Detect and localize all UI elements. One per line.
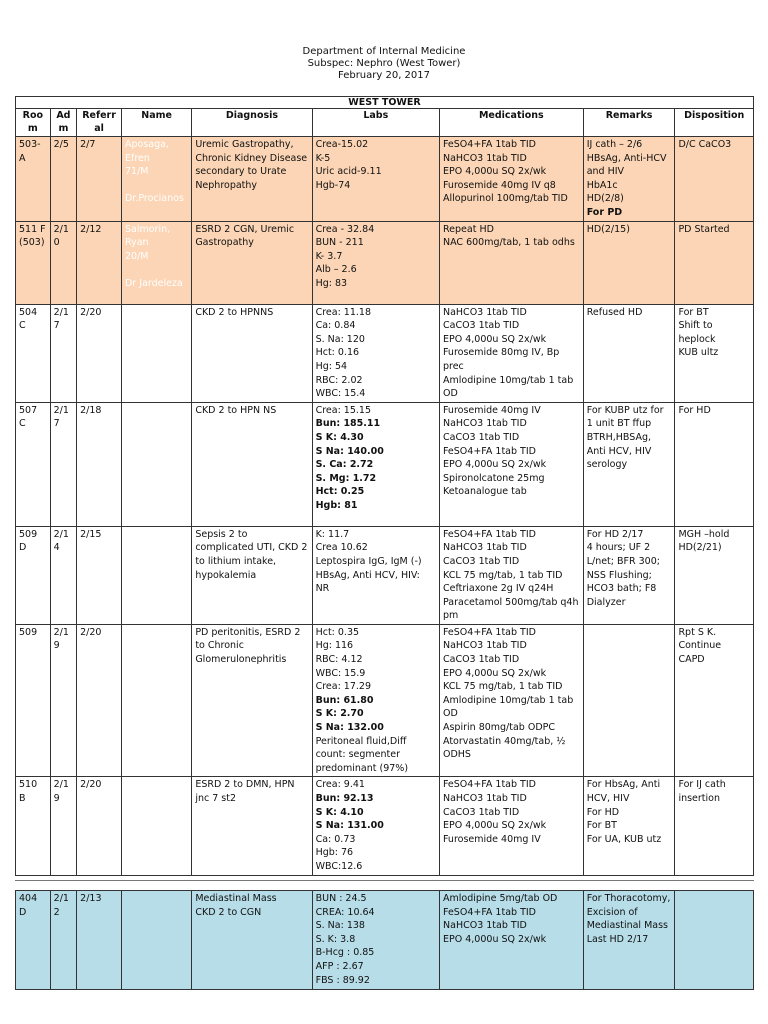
labs-cell-line: Hgb-74: [315, 179, 351, 191]
name-cell-line: 20/M: [124, 250, 149, 262]
medications-cell-line: EPO 4,000u SQ 2x/wk: [443, 933, 547, 945]
medications-cell-line: Spironolcatone 25mg: [442, 472, 545, 484]
col-referral: Referral: [77, 109, 122, 137]
medications-cell: [439, 304, 583, 402]
labs-cell-line: S Na: 140.00: [315, 445, 384, 457]
labs-cell-line: S Na: 132.00: [315, 722, 384, 734]
disposition-cell: [675, 777, 754, 875]
column-headers: [16, 109, 754, 137]
remarks-cell: [583, 624, 675, 777]
disposition-cell: [675, 526, 754, 624]
labs-cell-line: Alb – 2.6: [315, 264, 357, 276]
remarks-cell-line: For HD 2/17: [586, 528, 644, 540]
subspecialty: Subspec: Nephro (West Tower): [307, 58, 461, 69]
room-cell: 509: [16, 624, 51, 777]
patient-row: [16, 891, 754, 990]
remarks-cell-line: For BT: [586, 820, 617, 832]
remarks-cell: [583, 304, 675, 402]
labs-cell-line: Ca: 0.84: [315, 320, 356, 332]
disposition-cell: [675, 137, 754, 222]
disposition-cell: [675, 221, 754, 304]
name-cell: [121, 221, 191, 304]
remarks-cell: [583, 777, 675, 875]
labs-cell-line: Hct: 0.35: [315, 626, 360, 638]
diagnosis-cell: [192, 137, 312, 222]
medications-cell-line: NaHCO3 1tab TID: [442, 542, 527, 554]
labs-cell-line: B-Hcg : 0.85: [315, 947, 375, 959]
section-divider: [15, 880, 754, 881]
labs-cell-line: Peritoneal fluid,Diff count: segmenter predominant (97%): [315, 735, 409, 774]
medications-cell-line: CaCO3 1tab TID: [442, 555, 520, 567]
name-cell-line: Dr Jardeleza: [124, 277, 183, 289]
medications-cell: [439, 777, 583, 875]
col-medications: Medications: [439, 109, 583, 137]
referral-cell: 2/13: [77, 891, 122, 990]
room-cell: 507 C: [16, 402, 51, 526]
adm-cell: 2/12: [50, 891, 77, 990]
labs-cell-line: BUN - 211: [315, 237, 364, 249]
labs-cell-line: Crea: 15.15: [315, 404, 371, 416]
referral-cell: 2/20: [77, 777, 122, 875]
medications-cell-line: FeSO4+FA 1tab TID: [442, 779, 536, 791]
document-header: [0, 46, 768, 82]
medications-cell-line: Furosemide 40mg IV: [442, 404, 541, 416]
diagnosis-cell: [192, 304, 312, 402]
labs-cell-line: Uric acid-9.11: [315, 166, 382, 178]
report-date: February 20, 2017: [337, 70, 431, 81]
labs-cell-line: RBC: 4.12: [315, 654, 363, 666]
col-disposition: Disposition: [675, 109, 754, 137]
disposition-cell-line: Shift to heplock: [678, 320, 716, 345]
diagnosis-cell-line: CKD 2 to CGN: [195, 906, 262, 918]
patient-row: [16, 304, 754, 402]
medications-cell-line: EPO 4,000u SQ 2x/wk: [442, 333, 547, 345]
remarks-cell: [583, 526, 675, 624]
diagnosis-cell-line: Sepsis 2 to complicated UTI, CKD 2 to lithium intake, hypokalemia: [195, 528, 308, 581]
labs-cell: [312, 402, 439, 526]
labs-cell-line: AFP : 2.67: [315, 960, 364, 972]
room-cell: 511 F (503): [16, 221, 51, 304]
remarks-cell-line: HbA1c: [586, 179, 618, 191]
diagnosis-cell: [192, 777, 312, 875]
diagnosis-cell-line: PD peritonitis, ESRD 2 to Chronic Glomerulonephritis: [195, 626, 301, 666]
adm-cell: 2/10: [50, 221, 77, 304]
room-cell: 504 C: [16, 304, 51, 402]
medications-cell: [440, 891, 584, 990]
medications-cell-line: NaHCO3 1tab TID: [442, 640, 527, 652]
disposition-cell-line: For IJ cath insertion: [678, 779, 726, 804]
labs-cell: [312, 624, 439, 777]
remarks-cell-line: For PD: [586, 206, 623, 218]
labs-cell-line: Ca: 0.73: [315, 833, 356, 845]
labs-cell-line: Hg: 116: [315, 640, 354, 652]
labs-cell-line: Crea 10.62: [315, 542, 368, 554]
patient-row: [16, 624, 754, 777]
name-cell-line: 71/M: [124, 166, 149, 178]
labs-cell: [312, 221, 439, 304]
remarks-cell-line: HD(2/8): [586, 193, 624, 205]
name-cell-line: Salmorin, Ryan: [124, 223, 171, 249]
medications-cell: [439, 137, 583, 222]
labs-cell-line: Hgb: 81: [315, 499, 358, 511]
labs-cell-line: S. Mg: 1.72: [315, 472, 377, 484]
labs-cell-line: Hgb: 76: [315, 847, 354, 859]
adm-cell: 2/14: [50, 526, 77, 624]
disposition-cell-line: KUB ultz: [678, 347, 719, 359]
disposition-cell: [675, 891, 754, 990]
remarks-cell-line: For KUBP utz for 1 unit BT ffup: [586, 404, 664, 430]
second-table: [15, 890, 754, 990]
labs-cell-line: HBsAg, Anti HCV, HIV: NR: [315, 569, 420, 595]
labs-cell-line: Crea: 9.41: [315, 779, 365, 791]
diagnosis-cell: [192, 891, 312, 990]
name-cell-line: Dr.Procianos: [124, 193, 184, 205]
medications-cell-line: KCL 75 mg/tab, 1 tab TID: [442, 681, 563, 693]
medications-cell: [439, 624, 583, 777]
name-cell: [121, 624, 191, 777]
col-room: Room: [16, 109, 51, 137]
patient-row: [16, 777, 754, 875]
referral-cell: 2/20: [77, 304, 122, 402]
labs-cell-line: S K: 2.70: [315, 708, 364, 720]
diagnosis-cell-line: CKD 2 to HPN NS: [195, 404, 277, 416]
remarks-cell: [583, 221, 675, 304]
labs-cell-line: S. Ca: 2.72: [315, 459, 374, 471]
medications-cell-line: Furosemide 40mg IV q8: [442, 179, 556, 191]
patient-row: [16, 526, 754, 624]
labs-cell-line: Hct: 0.16: [315, 347, 360, 359]
adm-cell: 2/19: [50, 777, 77, 875]
disposition-cell-line: Continue CAPD: [678, 640, 722, 666]
medications-cell: [439, 402, 583, 526]
medications-cell-line: FeSO4+FA 1tab TID: [442, 445, 536, 457]
medications-cell-line: CaCO3 1tab TID: [442, 431, 520, 443]
labs-cell: [312, 304, 439, 402]
department-title: Department of Internal Medicine: [302, 46, 466, 57]
diagnosis-cell-line: Mediastinal Mass: [195, 893, 277, 904]
remarks-cell-line: For UA, KUB utz: [586, 833, 662, 845]
medications-cell-line: CaCO3 1tab TID: [442, 806, 520, 818]
referral-cell: 2/12: [77, 221, 122, 304]
room-cell: 510 B: [16, 777, 51, 875]
room-cell: 503-A: [16, 137, 51, 222]
remarks-cell-line: For HbsAg, Anti HCV, HIV: [586, 779, 661, 804]
labs-cell-line: RBC: 2.02: [315, 374, 363, 386]
name-cell: [121, 526, 191, 624]
medications-cell-line: Amlodipine 10mg/tab 1 tab OD: [442, 694, 574, 720]
labs-cell-line: Hg: 54: [315, 360, 348, 372]
name-cell-line: Aposaga, Efren: [124, 139, 169, 164]
diagnosis-cell-line: ESRD 2 to DMN, HPN jnc 7 st2: [195, 779, 295, 804]
patient-row: [16, 221, 754, 304]
col-name: Name: [121, 109, 191, 137]
labs-cell-line: K- 3.7: [315, 250, 343, 262]
remarks-cell-line: For Thoracotomy, Excision of Mediastinal Mass: [586, 893, 671, 932]
labs-cell-line: Bun: 92.13: [315, 793, 374, 804]
adm-cell: 2/17: [50, 402, 77, 526]
diagnosis-cell-line: ESRD 2 CGN, Uremic Gastropathy: [195, 223, 295, 249]
remarks-cell: [583, 891, 675, 990]
medications-cell-line: CaCO3 1tab TID: [442, 654, 520, 666]
medications-cell-line: Atorvastatin 40mg/tab, ½ ODHS: [442, 735, 566, 761]
disposition-cell-line: PD Started: [678, 223, 730, 235]
labs-cell-line: S. Na: 138: [315, 920, 365, 932]
name-cell-line: [125, 263, 188, 277]
disposition-cell-line: D/C CaCO3: [678, 139, 732, 150]
medications-cell-line: EPO 4,000u SQ 2x/wk: [442, 667, 547, 679]
diagnosis-cell: [192, 526, 312, 624]
name-cell: [121, 777, 191, 875]
labs-cell-line: Hg: 83: [315, 277, 348, 289]
referral-cell: 2/15: [77, 526, 122, 624]
medications-cell: [439, 221, 583, 304]
medications-cell: [439, 526, 583, 624]
labs-cell-line: WBC: 15.4: [315, 388, 366, 400]
disposition-cell-line: For BT: [678, 306, 709, 318]
medications-cell-line: FeSO4+FA 1tab TID: [442, 139, 536, 150]
medications-cell-line: Ceftriaxone 2g IV q24H: [442, 583, 554, 595]
disposition-cell-line: Rpt S K.: [678, 626, 717, 638]
remarks-cell-line: 4 hours; UF 2 L/net; BFR 300;: [586, 542, 660, 567]
labs-cell-line: WBC: 15.9: [315, 667, 366, 679]
medications-cell-line: CaCO3 1tab TID: [442, 320, 520, 332]
labs-cell-line: S K: 4.10: [315, 806, 364, 818]
west-tower-table: [15, 96, 754, 876]
diagnosis-cell-line: Uremic Gastropathy, Chronic Kidney Disease secondary to Urate Nephropathy: [195, 139, 308, 191]
patient-row: [16, 137, 754, 222]
room-cell: 404 D: [16, 891, 51, 990]
disposition-cell: [675, 402, 754, 526]
section-title: WEST TOWER: [16, 97, 754, 109]
diagnosis-cell: [192, 402, 312, 526]
labs-cell-line: S. K: 3.8: [315, 933, 356, 945]
remarks-cell-line: HBsAg, Anti-HCV and HIV: [586, 152, 667, 178]
medications-cell-line: EPO 4,000u SQ 2x/wk: [442, 459, 547, 471]
col-labs: Labs: [312, 109, 439, 137]
adm-cell: 2/19: [50, 624, 77, 777]
labs-cell-line: CREA: 10.64: [315, 906, 375, 918]
medications-cell-line: EPO 4,000u SQ 2x/wk: [442, 166, 547, 178]
medications-cell-line: Allopurinol 100mg/tab TID: [442, 193, 568, 205]
medications-cell-line: Amlodipine 10mg/tab 1 tab OD: [442, 374, 574, 400]
medications-cell-line: Paracetamol 500mg/tab q4h pm: [442, 596, 579, 622]
labs-cell-line: WBC:12.6: [315, 860, 363, 872]
remarks-cell-line: BTRH,HBSAg, Anti HCV, HIV serology: [586, 431, 652, 471]
col-remarks: Remarks: [583, 109, 675, 137]
room-cell: 509 D: [16, 526, 51, 624]
diagnosis-cell-line: CKD 2 to HPNNS: [195, 306, 274, 318]
referral-cell: 2/7: [77, 137, 122, 222]
labs-cell-line: Crea: 17.29: [315, 681, 371, 693]
name-cell-line: [125, 179, 188, 193]
labs-cell-line: S Na: 131.00: [315, 820, 384, 832]
labs-cell-line: Crea - 32.84: [315, 223, 375, 235]
medications-cell-line: NaHCO3 1tab TID: [442, 306, 527, 318]
medications-cell-line: KCL 75 mg/tab, 1 tab TID: [442, 569, 563, 581]
remarks-cell-line: For HD: [586, 806, 620, 818]
labs-cell-line: Crea: 11.18: [315, 306, 371, 318]
labs-cell-line: K: 11.7: [315, 528, 350, 540]
disposition-cell-line: MGH –hold HD(2/21): [678, 528, 730, 554]
medications-cell-line: FeSO4+FA 1tab TID: [442, 626, 536, 638]
remarks-cell-line: IJ cath – 2/6: [586, 139, 643, 150]
labs-cell: [312, 137, 439, 222]
col-adm: Adm: [50, 109, 77, 137]
medications-cell-line: EPO 4,000u SQ 2x/wk: [442, 820, 547, 832]
labs-cell-line: K-5: [315, 152, 331, 164]
referral-cell: 2/20: [77, 624, 122, 777]
adm-cell: 2/5: [50, 137, 77, 222]
labs-cell-line: Hct: 0.25: [315, 486, 365, 498]
labs-cell-line: S. Na: 120: [315, 333, 365, 345]
medications-cell-line: FeSO4+FA 1tab TID: [442, 528, 536, 540]
remarks-cell-line: Last HD 2/17: [586, 933, 649, 945]
name-cell: [121, 304, 191, 402]
medications-cell-line: NaHCO3 1tab TID: [442, 418, 527, 430]
labs-cell: [312, 777, 439, 875]
disposition-cell: [675, 624, 754, 777]
medications-cell-line: Repeat HD: [442, 223, 494, 235]
labs-cell-line: S K: 4.30: [315, 431, 364, 443]
labs-cell-line: Bun: 61.80: [315, 694, 374, 706]
medications-cell-line: NAC 600mg/tab, 1 tab odhs: [442, 237, 575, 249]
medications-cell-line: Furosemide 80mg IV, Bp prec: [442, 347, 560, 372]
remarks-cell: [583, 137, 675, 222]
labs-cell-line: Crea-15.02: [315, 139, 369, 150]
medications-cell-line: NaHCO3 1tab TID: [443, 920, 527, 932]
name-cell: [121, 402, 191, 526]
labs-cell-line: Bun: 185.11: [315, 418, 381, 430]
disposition-cell: [675, 304, 754, 402]
labs-cell-line: BUN : 24.5: [315, 893, 367, 904]
adm-cell: 2/17: [50, 304, 77, 402]
labs-cell-line: Leptospira IgG, IgM (-): [315, 555, 422, 567]
diagnosis-cell: [192, 221, 312, 304]
medications-cell-line: Amlodipine 5mg/tab OD: [443, 893, 558, 904]
referral-cell: 2/18: [77, 402, 122, 526]
remarks-cell-line: NSS Flushing; HCO3 bath; F8 Dialyzer: [586, 569, 657, 608]
medications-cell-line: NaHCO3 1tab TID: [442, 152, 527, 164]
remarks-cell: [583, 402, 675, 526]
col-diagnosis: Diagnosis: [192, 109, 312, 137]
labs-cell: [312, 891, 439, 990]
labs-cell-line: FBS : 89.92: [315, 974, 370, 986]
medications-cell-line: Furosemide 40mg IV: [442, 833, 541, 845]
disposition-cell-line: For HD: [678, 404, 711, 416]
medications-cell-line: Ketoanalogue tab: [442, 486, 527, 498]
labs-cell: [312, 526, 439, 624]
patient-row: [16, 402, 754, 526]
medications-cell-line: Aspirin 80mg/tab ODPC: [442, 722, 556, 734]
name-cell: [122, 891, 192, 990]
diagnosis-cell: [192, 624, 312, 777]
medications-cell-line: NaHCO3 1tab TID: [442, 793, 527, 804]
name-cell: [121, 137, 191, 222]
remarks-cell-line: Refused HD: [586, 306, 643, 318]
medications-cell-line: FeSO4+FA 1tab TID: [443, 906, 536, 918]
remarks-cell-line: HD(2/15): [586, 223, 630, 235]
